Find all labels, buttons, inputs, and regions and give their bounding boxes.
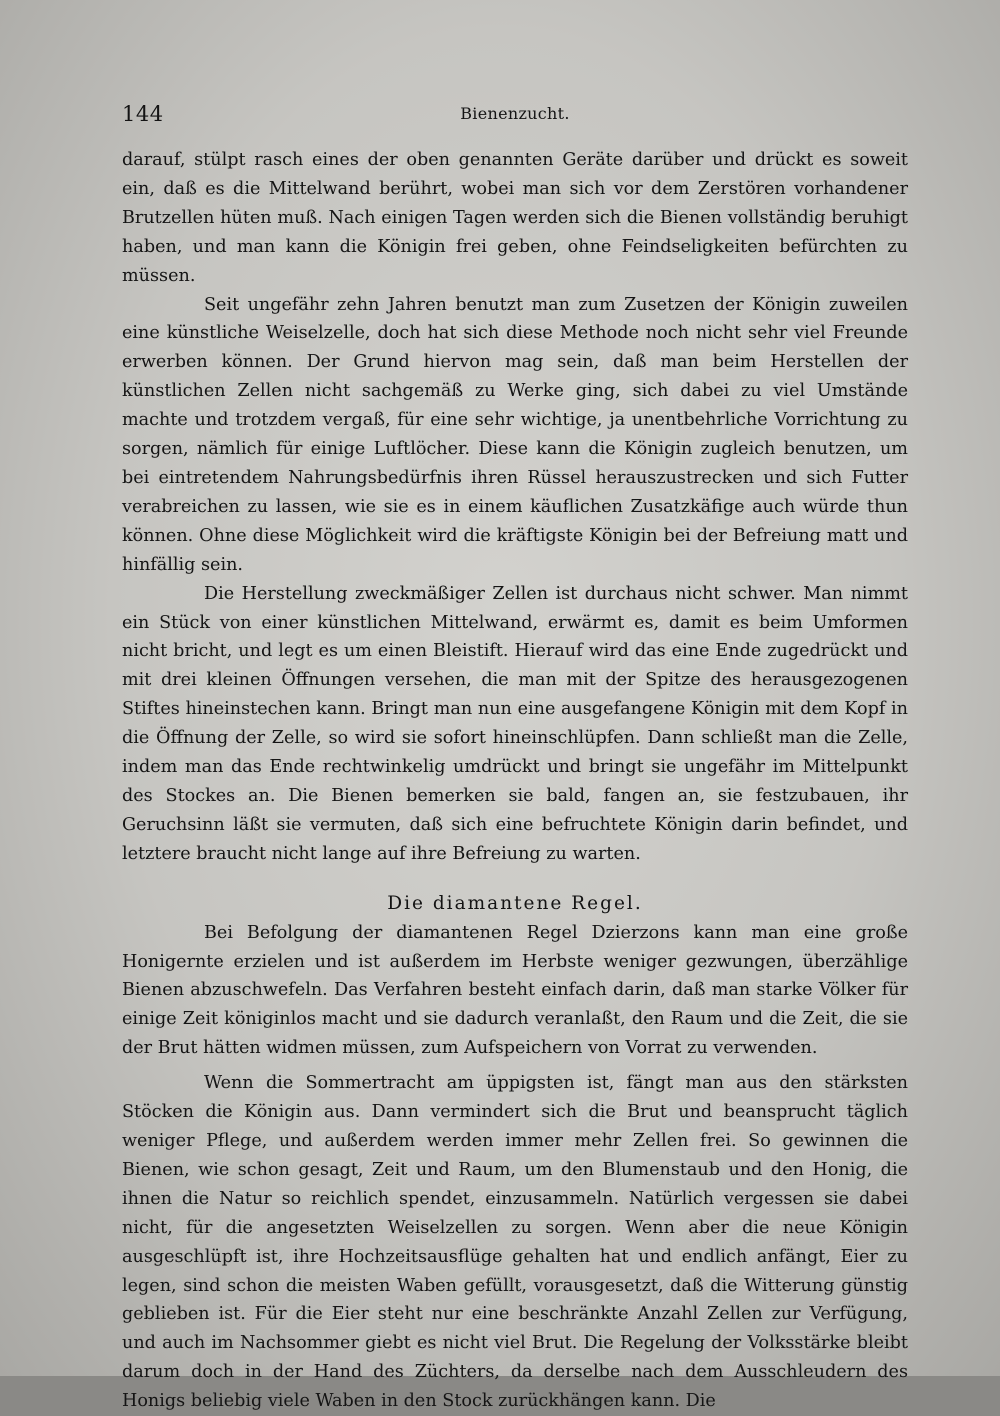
paragraph: Die Herstellung zweckmäßiger Zellen ist durchaus nicht schwer. Man nimmt ein Stück von einer künstlichen Mittelwand, erwärmt es, damit es beim Umformen nicht bricht, und legt es um einen Bleistift. Hierauf wird das eine Ende zugedrückt und mit drei kleinen Öffnungen versehen, die man mit der Spitze des herausgezogenen Stiftes hineinstechen kann. Bringt man nun eine ausgefangene Königin mit dem Kopf in die Öffnung der Zelle, so wird sie sofort hineinschlüpfen. Dann schließt man die Zelle, indem man das Ende rechtwinkelig umdrückt und bringt sie ungefähr im Mittelpunkt des Stockes an. Die Bienen bemerken sie bald, fangen an, sie festzubauen, ihr Geruchsinn läßt sie vermuten, daß sich eine befruchtete Königin darin befindet, und letztere braucht nicht lange auf ihre Befreiung zu warten. [122,583,908,864]
paragraph: Bei Befolgung der diamantenen Regel Dzierzons kann man eine große Honigernte erzielen und ist außerdem im Herbste weniger gezwungen, überzählige Bienen abzuschwefeln. Das Verfahren besteht einfach darin, daß man starke Völker für einige Zeit königinlos macht und sie dadurch veranlaßt, den Raum und die Zeit, die sie der Brut hätten widmen müssen, zum Aufspeichern von Vorrat zu verwenden. [122,922,908,1059]
page-header [122,100,908,130]
paragraph: Wenn die Sommertracht am üppigsten ist, fängt man aus den stärksten Stöcken die Königin aus. Dann vermindert sich die Brut und beansprucht täglich weniger Pflege, und außerdem werden immer mehr Zellen frei. So gewinnen die Bienen, wie schon gesagt, Zeit und Raum, um den Blumenstaub und den Honig, die ihnen die Natur so reichlich spendet, einzusammeln. Natürlich vergessen sie dabei nicht, für die angesetzten Weiselzellen zu sorgen. Wenn aber die neue Königin ausgeschlüpft ist, ihre Hochzeitsausflüge gehalten hat und endlich anfängt, Eier zu legen, sind schon die meisten Waben gefüllt, vorausgesetzt, daß die Witterung günstig geblieben ist. Für die Eier steht nur eine beschränkte Anzahl Zellen zur Verfügung, und auch im Nachsommer giebt es nicht viel Brut. Die Regelung der Volksstärke bleibt darum doch in der Hand des Züchters, da derselbe nach dem Ausschleudern des Honigs beliebig viele Waben in den Stock zurückhängen kann. Die [122,1073,908,1412]
running-title: Bienenzucht. [460,104,570,123]
paragraph: darauf, stülpt rasch eines der oben genannten Geräte darüber und drückt es soweit ein, daß es die Mittelwand berührt, wobei man sich vor dem Zerstören vorhandener Brutzellen hüten muß. Nach einigen Tagen werden sich die Bienen vollständig beruhigt haben, und man kann die Königin frei geben, ohne Feindseligkeiten befürchten zu müssen. [122,150,908,286]
paragraph: Seit ungefähr zehn Jahren benutzt man zum Zusetzen der Königin zuweilen eine künstliche Weiselzelle, doch hat sich diese Methode noch nicht sehr viel Freunde erwerben können. Der Grund hiervon mag sein, daß man beim Herstellen der künstlichen Zellen nicht sachgemäß zu Werke ging, sich dabei zu viel Umstände machte und trotzdem vergaß, für eine sehr wichtige, ja unentbehrliche Vorrichtung zu sorgen, nämlich für einige Luftlöcher. Diese kann die Königin zugleich benutzen, um bei eintretendem Nahrungsbedürfnis ihren Rüssel herauszustrecken und sich Futter verabreichen zu lassen, wie sie es in einem käuflichen Zusatzkäfige auch würde thun können. Ohne diese Möglichkeit wird die kräftigste Königin bei der Befreiung matt und hinfällig sein. [122,294,908,575]
section-heading: Die diamantene Regel. [387,892,643,914]
page-number: 144 [122,102,164,126]
body-text [122,146,908,1416]
